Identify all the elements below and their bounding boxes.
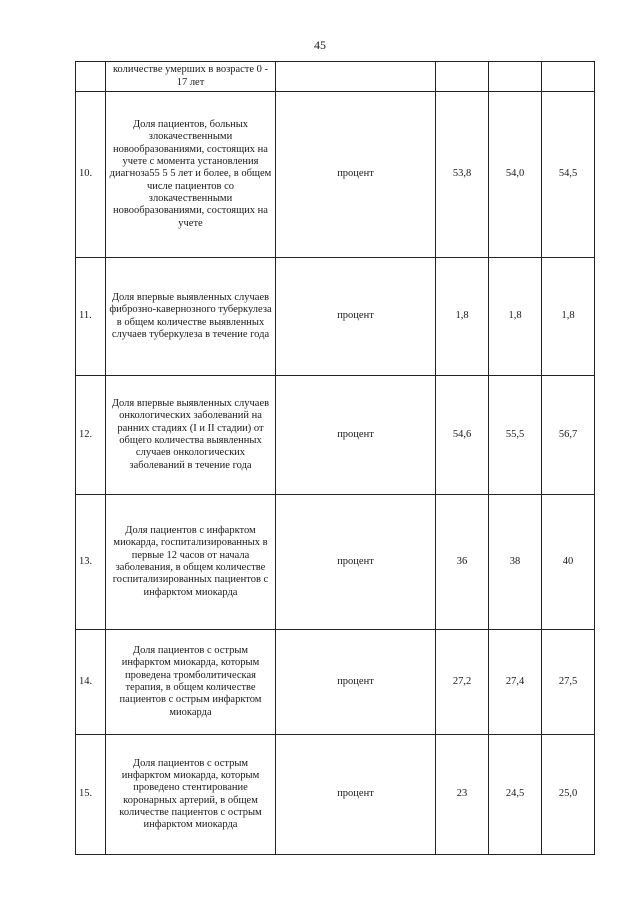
indicator-name: Доля пациентов, больных злокачественными новообразованиями, состоящих на учете с момента установления диагноза55 5 5 лет и более, в общем числе пациентов со злокачественными новообразованиями, состоящих на учете [106,92,276,258]
row-number: 14. [76,630,106,735]
indicator-name: Доля впервые выявленных случаев онкологических заболеваний на ранних стадиях (I и II стадии) от общего количества выявленных случаев онкологических заболеваний в течение года [106,376,276,495]
table-row [76,495,595,630]
value-cell-2: 54,0 [489,92,542,258]
indicator-name: Доля пациентов с острым инфарктом миокарда, которым проведено стентирование коронарных артерий, в общем количестве пациентов с острым инфарктом миокарда [106,735,276,855]
value-cell-2 [489,62,542,92]
table-row [76,735,595,855]
value-cell-3 [542,62,595,92]
value-cell-2: 24,5 [489,735,542,855]
value-cell-1: 53,8 [436,92,489,258]
row-number: 13. [76,495,106,630]
value-cell-2: 27,4 [489,630,542,735]
value-cell-2: 1,8 [489,258,542,376]
value-cell-1: 23 [436,735,489,855]
value-cell-1: 1,8 [436,258,489,376]
row-number: 11. [76,258,106,376]
indicator-name: Доля впервые выявленных случаев фиброзно-кавернозного туберкулеза в общем количестве выявленных случаев туберкулеза в течение года [106,258,276,376]
unit-cell: процент [276,630,436,735]
indicator-name: количестве умерших в возрасте 0 - 17 лет [106,62,276,92]
table-row [76,630,595,735]
value-cell-3: 27,5 [542,630,595,735]
table-row [76,258,595,376]
value-cell-1 [436,62,489,92]
value-cell-2: 38 [489,495,542,630]
value-cell-3: 25,0 [542,735,595,855]
row-number: 12. [76,376,106,495]
row-number: 10. [76,92,106,258]
value-cell-2: 55,5 [489,376,542,495]
value-cell-3: 54,5 [542,92,595,258]
value-cell-1: 36 [436,495,489,630]
value-cell-1: 27,2 [436,630,489,735]
unit-cell: процент [276,258,436,376]
unit-cell: процент [276,735,436,855]
unit-cell: процент [276,376,436,495]
unit-cell: процент [276,92,436,258]
value-cell-3: 56,7 [542,376,595,495]
unit-cell: процент [276,495,436,630]
unit-cell [276,62,436,92]
indicator-name: Доля пациентов с инфарктом миокарда, госпитализированных в первые 12 часов от начала заболевания, в общем количестве госпитализированных пациентов с инфарктом миокарда [106,495,276,630]
table-row [76,376,595,495]
page-number: 45 [314,38,326,52]
value-cell-3: 1,8 [542,258,595,376]
value-cell-3: 40 [542,495,595,630]
table-row [76,62,595,92]
indicator-name: Доля пациентов с острым инфарктом миокарда, которым проведена тромболитическая терапия, в общем количестве пациентов с острым инфарктом миокарда [106,630,276,735]
row-number: 15. [76,735,106,855]
indicators-table [75,61,595,855]
table-row [76,92,595,258]
value-cell-1: 54,6 [436,376,489,495]
row-number [76,62,106,92]
